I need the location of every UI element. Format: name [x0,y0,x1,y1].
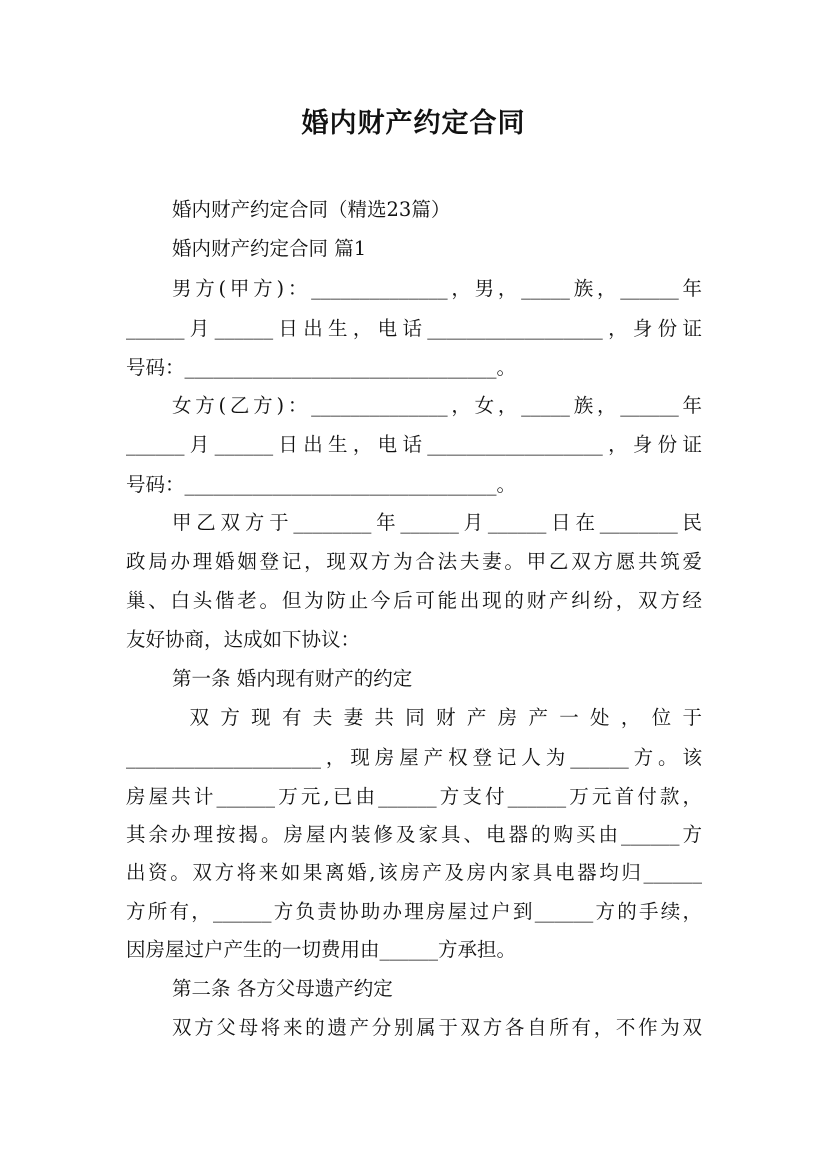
paragraph-line: 号码：________________________________。 [126,473,517,496]
paragraph-line: 甲乙双方于________年______月______日在________民 [172,511,702,534]
paragraph-line: 友好协商，达成如下协议： [126,628,361,651]
paragraph-line: ______月______日出生，电话__________________，身份证 [126,433,702,456]
paragraph-line: 号码：________________________________。 [126,356,517,379]
paragraph-line: 双方现有夫妻共同财产房产一处，位于 [172,706,702,729]
paragraph-line: 方所有，______方负责协助办理房屋过户到______方的手续， [126,900,702,923]
article-heading: 第二条 各方父母遗产约定 [172,977,393,1000]
paragraph-line: 因房屋过户产生的一切费用由______方承担。 [126,938,517,961]
paragraph-line: 女方(乙方)：______________，女，_____族，______年 [172,394,702,417]
document-title: 婚内财产约定合同 [301,108,526,139]
paragraph-line: 巢、白头偕老。但为防止今后可能出现的财产纠纷，双方经 [126,589,702,612]
paragraph-line: 出资。双方将来如果离婚,该房产及房内家具电器均归______ [126,861,702,884]
article-heading: 第一条 婚内现有财产的约定 [172,667,413,690]
paragraph-line: 政局办理婚姻登记，现双方为合法夫妻。甲乙双方愿共筑爱 [126,550,702,573]
doc-subtitle: 婚内财产约定合同（精选23篇） [172,198,451,221]
paragraph-line: 房屋共计______万元,已由______方支付______万元首付款， [126,785,702,808]
paragraph-line: ______月______日出生，电话__________________，身份证 [126,317,702,340]
section-heading: 婚内财产约定合同 篇1 [172,237,367,260]
paragraph-line: 其余办理按揭。房屋内装修及家具、电器的购买由______方 [126,823,702,846]
paragraph-line: ____________________，现房屋产权登记人为______方。该 [126,746,702,769]
paragraph-line: 男方(甲方)：______________，男，_____族，______年 [172,277,702,300]
paragraph-line: 双方父母将来的遗产分别属于双方各自所有，不作为双 [172,1016,702,1039]
